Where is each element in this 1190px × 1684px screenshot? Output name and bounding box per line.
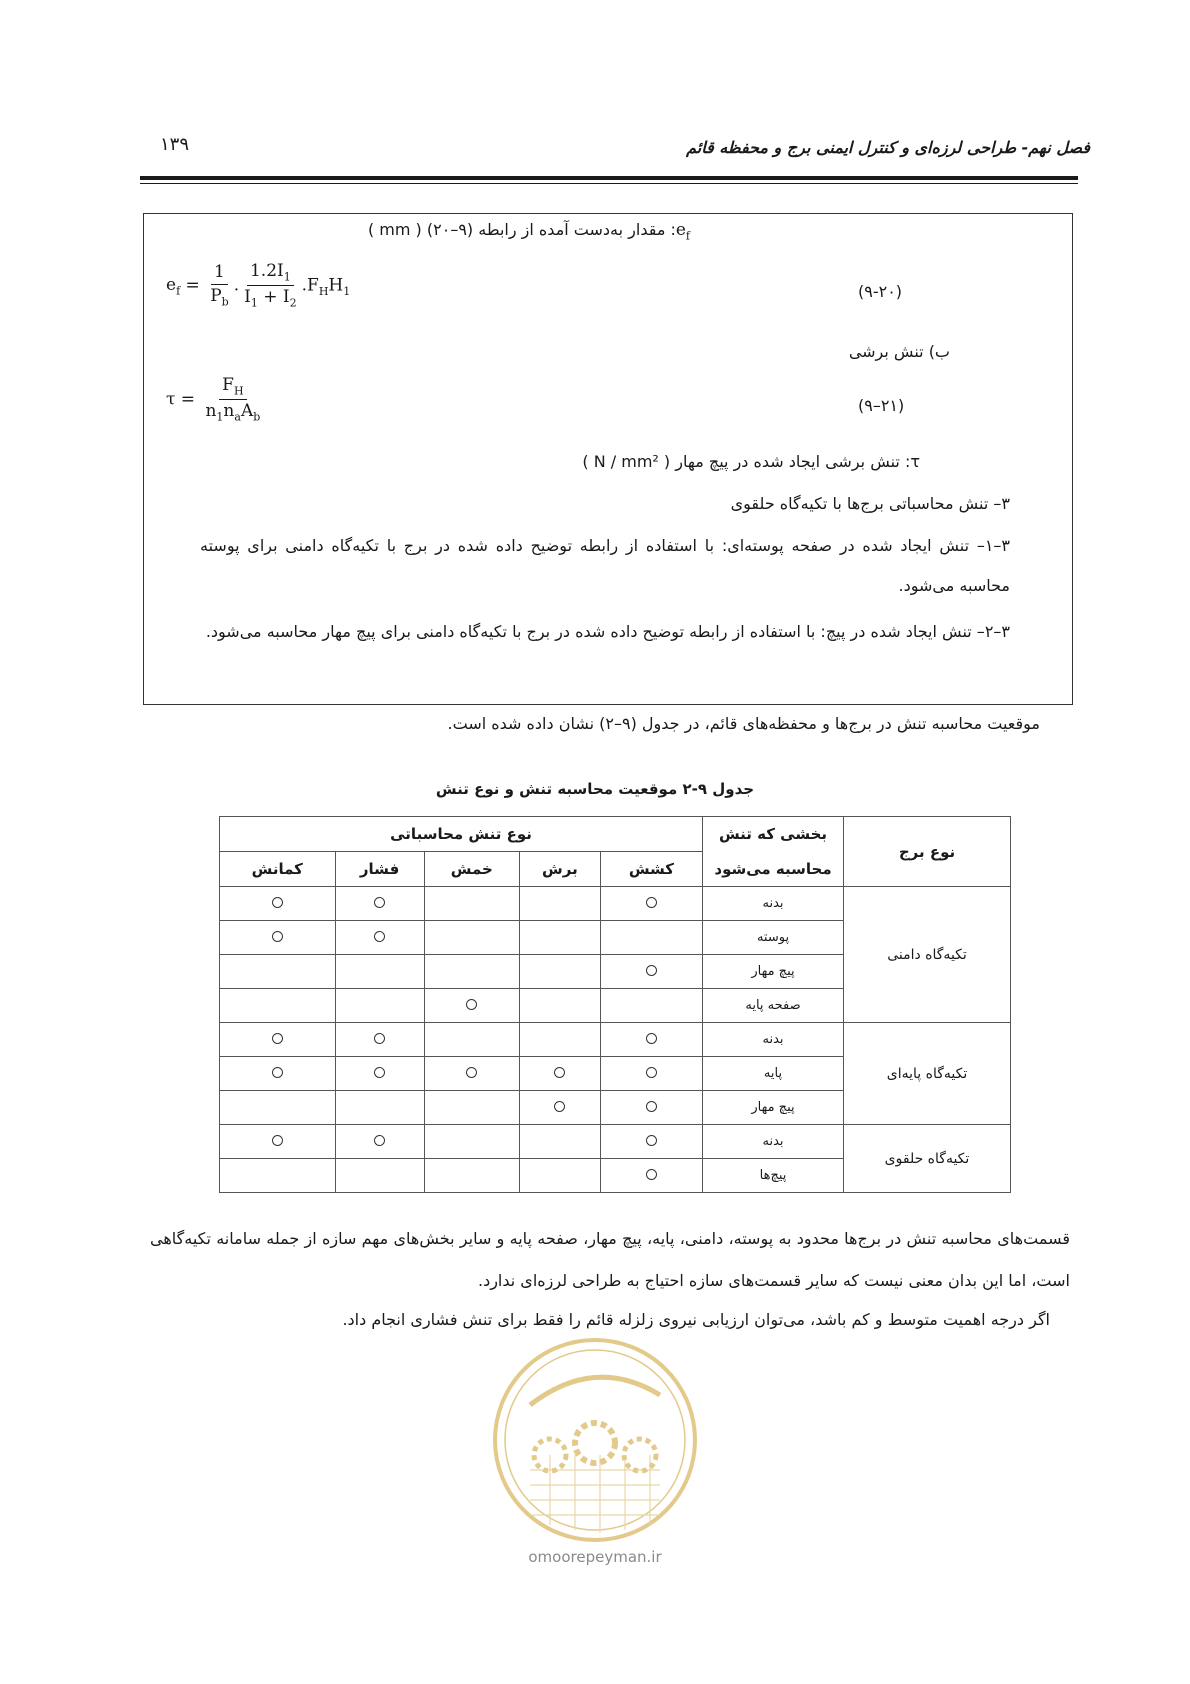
circle-mark-icon xyxy=(554,1067,565,1078)
item-3-2-paragraph: ۳–۲– تنش ایجاد شده در پیچ: با استفاده از رابطه توضیح داده شده در برج با تکیه‌گاه دامنی برای پیچ مهار محاسبه می‌شود. xyxy=(205,622,1010,641)
circle-mark-icon xyxy=(646,1101,657,1112)
part-cell: بدنه xyxy=(703,1125,844,1159)
stress-mark-cell xyxy=(519,921,600,955)
stress-table-body xyxy=(220,887,1011,1193)
tower-type-cell: تکیه‌گاه پایه‌ای xyxy=(844,1023,1011,1125)
eq21-fraction: $\frac{F_H}{n_1n_aA_b}$ xyxy=(205,375,261,424)
stress-mark-cell xyxy=(220,1159,336,1193)
tau-definition: τ: تنش برشی ایجاد شده در پیچ مهار ( N / mm² ) xyxy=(582,452,920,471)
stress-mark-cell xyxy=(424,1091,519,1125)
stress-mark-cell xyxy=(600,1091,702,1125)
stress-mark-cell xyxy=(335,1057,424,1091)
stress-mark-cell xyxy=(424,1057,519,1091)
header-shear: برش xyxy=(519,852,600,887)
header-stress-group: نوع تنش محاسباتی xyxy=(220,817,703,852)
stress-mark-cell xyxy=(519,1159,600,1193)
stress-mark-cell xyxy=(424,921,519,955)
equation-9-21 xyxy=(166,376,265,424)
item-3-heading: ۳– تنش محاسباتی برج‌ها با تکیه‌گاه حلقوی xyxy=(730,494,1010,513)
table-caption: جدول ۹-۲ موقعیت محاسبه تنش و نوع تنش xyxy=(435,780,755,798)
stress-mark-cell xyxy=(220,1125,336,1159)
stress-mark-cell xyxy=(600,887,702,921)
stress-mark-cell xyxy=(220,1023,336,1057)
header-bending: خمش xyxy=(424,852,519,887)
stress-mark-cell xyxy=(600,955,702,989)
tower-type-cell: تکیه‌گاه حلقوی xyxy=(844,1125,1011,1193)
stress-mark-cell xyxy=(424,1125,519,1159)
section-b-heading: ب) تنش برشی xyxy=(848,342,950,361)
circle-mark-icon xyxy=(646,1067,657,1078)
circle-mark-icon xyxy=(272,897,283,908)
stress-mark-cell xyxy=(519,955,600,989)
part-cell: پوسته xyxy=(703,921,844,955)
header-tower-type: نوع برج xyxy=(844,817,1011,887)
circle-mark-icon xyxy=(272,931,283,942)
stress-mark-cell xyxy=(335,887,424,921)
stress-mark-cell xyxy=(220,989,336,1023)
watermark-url: omoorepeyman.ir xyxy=(528,1548,662,1566)
circle-mark-icon xyxy=(646,1169,657,1180)
stress-mark-cell xyxy=(220,1091,336,1125)
circle-mark-icon xyxy=(374,931,385,942)
table-intro-line: موقعیت محاسبه تنش در برج‌ها و محفظه‌های قائم، در جدول (۹–۲) نشان داده شده است. xyxy=(447,714,1040,733)
part-cell: پیچ مهار xyxy=(703,955,844,989)
circle-mark-icon xyxy=(374,1067,385,1078)
stress-mark-cell xyxy=(519,1023,600,1057)
equation-number-9-20: (۹-۲۰) xyxy=(858,282,903,301)
stress-mark-cell xyxy=(220,955,336,989)
eq21-lhs: τ = xyxy=(166,389,196,410)
stress-mark-cell xyxy=(519,887,600,921)
stress-mark-cell xyxy=(335,955,424,989)
stress-mark-cell xyxy=(335,1159,424,1193)
stress-mark-cell xyxy=(335,1125,424,1159)
page-number: ۱۳۹ xyxy=(160,134,190,155)
header-rule-thick xyxy=(140,176,1078,180)
stress-mark-cell xyxy=(220,921,336,955)
stress-mark-cell xyxy=(424,1023,519,1057)
table-row xyxy=(220,1125,1011,1159)
circle-mark-icon xyxy=(646,965,657,976)
closing-paragraph-2: اگر درجه اهمیت متوسط و کم باشد، می‌توان ارزیابی نیروی زلزله قائم را فقط برای تنش فشاری انجام داد. xyxy=(342,1310,1050,1329)
circle-mark-icon xyxy=(646,1033,657,1044)
stress-mark-cell xyxy=(424,887,519,921)
tower-type-cell: تکیه‌گاه دامنی xyxy=(844,887,1011,1023)
stress-mark-cell xyxy=(600,921,702,955)
stress-mark-cell xyxy=(519,1125,600,1159)
header-rule-thin xyxy=(140,183,1078,184)
stress-mark-cell xyxy=(519,989,600,1023)
ef-symbol: $e_f$ xyxy=(675,220,690,243)
stress-mark-cell xyxy=(519,1091,600,1125)
stress-mark-cell xyxy=(600,1159,702,1193)
circle-mark-icon xyxy=(272,1135,283,1146)
header-tension: کشش xyxy=(600,852,702,887)
eq20-fraction-1: $\frac{1}{P_b}$ xyxy=(210,262,229,309)
eq20-fraction-2: $\frac{1.2I_1}{I_1 + I_2}$ xyxy=(244,261,297,310)
stress-mark-cell xyxy=(519,1057,600,1091)
stress-mark-cell xyxy=(335,989,424,1023)
equation-9-20: $e_f$ = $\frac{1}{P_b}$ . $\frac{1.2I_1}{I_1 + I_2}$ $.F_HH_1$ xyxy=(166,261,351,310)
circle-mark-icon xyxy=(374,1135,385,1146)
table-row xyxy=(220,1023,1011,1057)
item-3-1-paragraph: ۳–۱– تنش ایجاد شده در صفحه پوسته‌ای: با استفاده از رابطه توضیح داده شده در برج با تکیه‌گاه دامنی برای پوسته محاسبه می‌شود. xyxy=(200,536,1010,595)
circle-mark-icon xyxy=(646,1135,657,1146)
eq20-lhs: $e_f$ xyxy=(166,275,181,298)
circle-mark-icon xyxy=(272,1067,283,1078)
part-cell: پایه xyxy=(703,1057,844,1091)
stress-mark-cell xyxy=(424,955,519,989)
stress-mark-cell xyxy=(600,1125,702,1159)
header-compression: فشار xyxy=(335,852,424,887)
stress-table xyxy=(219,816,1011,1193)
stress-mark-cell xyxy=(335,1023,424,1057)
part-cell: بدنه xyxy=(703,887,844,921)
header-buckling: کمانش xyxy=(220,852,336,887)
chapter-title: فصل نهم- طراحی لرزه‌ای و کنترل ایمنی برج و محفظه قائم xyxy=(686,138,1090,157)
stress-mark-cell xyxy=(335,1091,424,1125)
stress-mark-cell xyxy=(600,1057,702,1091)
circle-mark-icon xyxy=(374,1033,385,1044)
part-cell: بدنه xyxy=(703,1023,844,1057)
ef-definition xyxy=(368,220,690,242)
part-cell: صفحه پایه xyxy=(703,989,844,1023)
stress-mark-cell xyxy=(335,921,424,955)
watermark-logo xyxy=(490,1335,700,1545)
ef-definition-text: : مقدار به‌دست آمده از رابطه (۹–۲۰) ( mm ) xyxy=(367,220,676,239)
part-cell: پیچ‌ها xyxy=(703,1159,844,1193)
header-part-line-2: محاسبه می‌شود xyxy=(703,852,844,887)
part-cell: پیچ مهار xyxy=(703,1091,844,1125)
stress-mark-cell xyxy=(600,1023,702,1057)
circle-mark-icon xyxy=(466,999,477,1010)
circle-mark-icon xyxy=(554,1101,565,1112)
table-row xyxy=(220,887,1011,921)
stress-mark-cell xyxy=(424,1159,519,1193)
stress-mark-cell xyxy=(424,989,519,1023)
circle-mark-icon xyxy=(466,1067,477,1078)
stress-mark-cell xyxy=(220,887,336,921)
circle-mark-icon xyxy=(374,897,385,908)
header-part-line-1: بخشی که تنش xyxy=(703,817,844,852)
equation-number-9-21: (۹–۲۱) xyxy=(858,396,905,415)
stress-mark-cell xyxy=(220,1057,336,1091)
circle-mark-icon xyxy=(646,897,657,908)
closing-paragraph-1: قسمت‌های محاسبه تنش در برج‌ها محدود به پوسته، دامنی، پایه، پیچ مهار، صفحه پایه و سایر بخش‌های مهم سازه از جمله سامانه تکیه‌گاهی است، اما این بدان معنی نیست که سایر قسمت‌های سازه احتیاج به طراحی لرزه‌ای ندارد. xyxy=(150,1229,1070,1290)
stress-mark-cell xyxy=(600,989,702,1023)
circle-mark-icon xyxy=(272,1033,283,1044)
